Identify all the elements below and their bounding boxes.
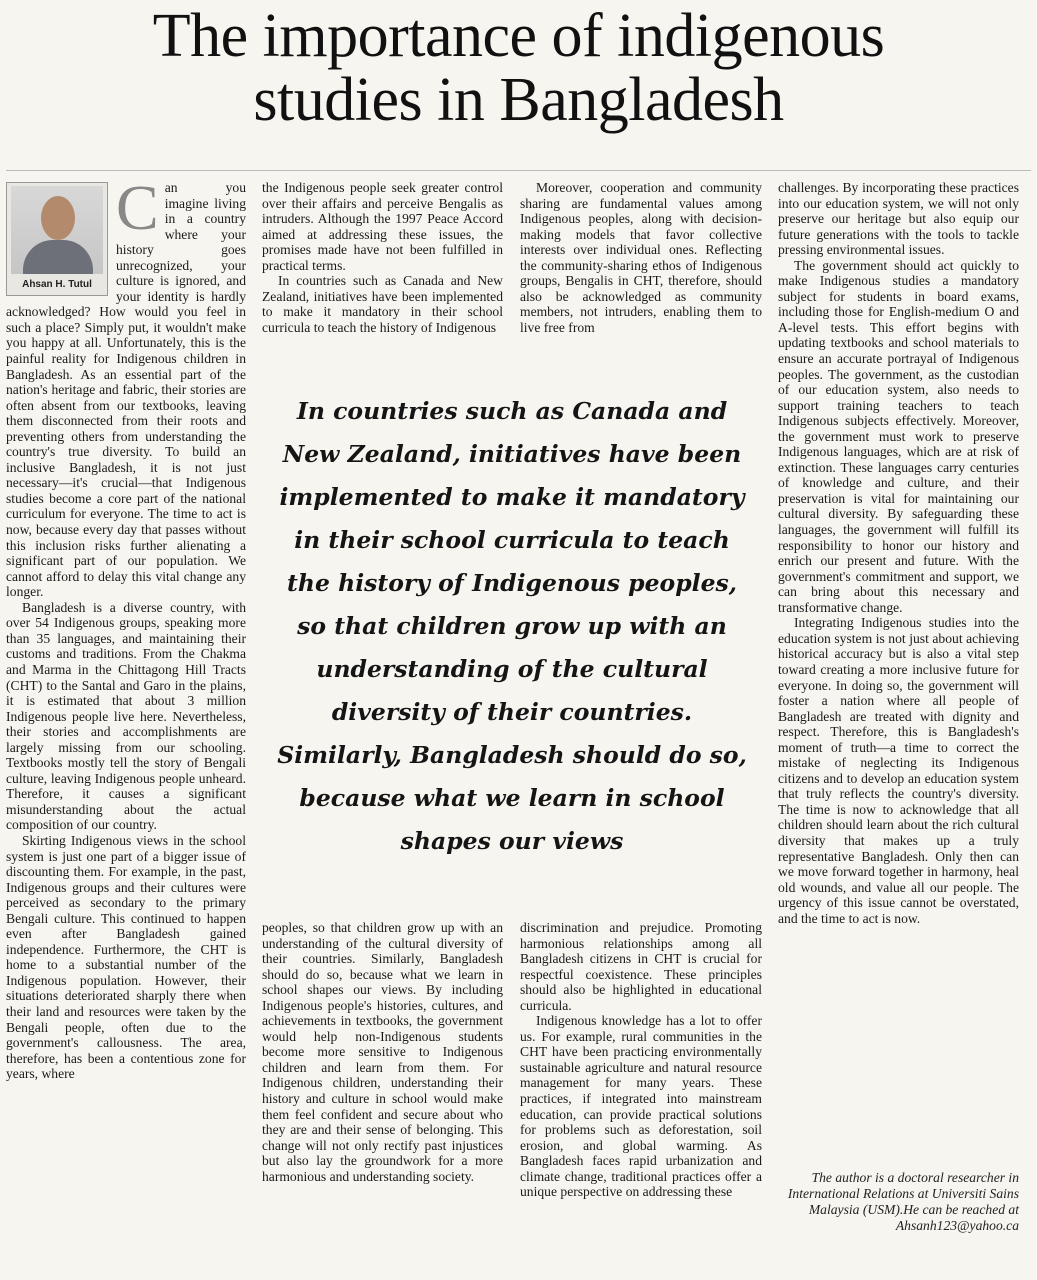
article-headline: [0, 4, 1037, 132]
headline-line-1: The importance of indigenous: [152, 2, 885, 70]
column-4: [778, 180, 1019, 1272]
paragraph: Skirting Indigenous views in the school system is just one part of a bigger issue of discounting them. For example, in the past, Indigenous groups and their cultures were perceived as secondary to the primary Bengali culture. This continued to happen even after Bangladesh gained independence. Furthermore, the CHT is home to a substantial number of the Indigenous population. However, their situations deteriorated sharply there when their land and resources were taken by the Bengali people, often due to the government's callousness. The area, therefore, has been a contentious zone for years, where: [6, 832, 246, 1082]
author-name: Ahsan H. Tutul: [22, 279, 92, 291]
paragraph: discrimination and prejudice. Promoting harmonious relationships among all Bangladesh citizens in CHT is crucial for respectful coexistence. These principles should also be highlighted in educational curricula.: [520, 920, 762, 1013]
column-1: [6, 180, 246, 1272]
column-2-top: [262, 180, 503, 370]
headline-line-2: studies in Bangladesh: [253, 66, 784, 134]
column-3-top: [520, 180, 762, 370]
paragraph: Indigenous knowledge has a lot to offer us. For example, rural communities in the CHT have been practicing environmentally sustainable agriculture and natural resource management for many years. These practices, if integrated into mainstream education, can provide practical solutions for problems such as deforestation, soil erosion, and global warming. As Bangladesh faces rapid urbanization and climate change, traditional practices offer a unique perspective on addressing these: [520, 1013, 762, 1200]
paragraph: In countries such as Canada and New Zealand, initiatives have been implemented to make it mandatory in their school curricula to teach the history of Indigenous: [262, 273, 503, 335]
paragraph: Can you imagine living in a country where your history goes unrecognized, your culture is ignored, and your identity is hardly acknowledged? How would you feel in such a place? Simply put, it wouldn't make you happy at all. Unfortunately, this is the painful reality for Indigenous children in Bangladesh. As an essential part of the nation's heritage and fabric, their stories are often absent from our textbooks, leaving them disconnected from their roots and preventing others from understanding the country's true diversity. To build an inclusive Bangladesh, it is not just necessary—it's crucial—that Indigenous studies become a core part of the national curriculum for everyone. The time to act is now, because every day that passes without this inclusion risks further alienating a significant part of our population. We cannot afford to delay this vital change any longer.: [6, 180, 246, 600]
paragraph: Bangladesh is a diverse country, with over 54 Indigenous groups, speaking more than 35 languages, and maintaining their customs and traditions. From the Chakma and Marma in the Chittagong Hill Tracts (CHT) to the Santal and Garo in the plains, it is estimated that about 3 million Indigenous people live here. Nevertheless, their stories and accomplishments are largely missing from our schooling. Textbooks mostly tell the story of Bengali culture, leaving Indigenous people unheard. Therefore, it causes a significant misunderstanding about the actual composition of our country.: [6, 599, 246, 833]
paragraph: challenges. By incorporating these practices into our education system, we will not only preserve our heritage but also equip our future generations with the tools to tackle pressing environmental issues.: [778, 180, 1019, 258]
author-note: The author is a doctoral researcher in International Relations at Universiti Sains Malaysia (USM).He can be reached at Ahsanh123@yahoo.ca: [787, 1170, 1019, 1233]
column-2-bottom: [262, 920, 503, 1270]
paragraph: Integrating Indigenous studies into the education system is not just about achieving historical accuracy but is also a vital step toward creating a more inclusive future for everyone. In doing so, the government will foster a nation where all people of Bangladesh are treated with dignity and respect. Therefore, this is Bangladesh's moment of truth—a time to correct the mistake of neglecting its Indigenous citizens and to develop an education system that truly reflects the country's diversity. The time is now to acknowledge that all children should learn about the rich cultural diversity that makes up a truly representative Bangladesh. Only then can we move forward together in harmony, heal old wounds, and value all our people. The urgency of this issue cannot be overstated, and the time to act is now.: [778, 615, 1019, 926]
paragraph: Moreover, cooperation and community sharing are fundamental values among Indigenous peoples, along with decision-making models that favor collective interests over individual ones. Reflecting the community-sharing ethos of Indigenous groups, Bengalis in CHT, therefore, should also be acknowledged as community members, not intruders, enabling them to live free from: [520, 180, 762, 335]
author-portrait: [11, 186, 103, 274]
drop-cap: C: [116, 180, 159, 243]
paragraph: The government should act quickly to make Indigenous studies a mandatory subject for students in board exams, including those for English-medium O and A-level tests. This effort begins with updating textbooks and school materials to ensure an accurate portrayal of Indigenous peoples. The government, as the custodian of our education system, also needs to support training teachers to teach Indigenous subjects effectively. Moreover, the government must work to preserve Indigenous languages, which are at risk of extinction. These languages carry centuries of knowledge and culture, and their preservation is vital for maintaining our cultural diversity. By safeguarding these languages, the government will fulfill its responsibility to honor our history and enrich our present and future. With the government's commitment and support, we can bring about this necessary and transformative change.: [778, 257, 1019, 615]
author-photo: [6, 182, 108, 296]
paragraph: peoples, so that children grow up with an understanding of the cultural diversity of their countries. Similarly, Bangladesh should do so, because what we learn in school shapes our views. By including Indigenous people's histories, cultures, and achievements in textbooks, the government would help non-Indigenous students become more sensitive to Indigenous children and learn from them. For Indigenous children, understanding their history and culture in school would make them feel confident and secure about who they are and their sense of belonging. This change will not only rectify past injustices but also lay the groundwork for a more harmonious and understanding society.: [262, 920, 503, 1184]
column-3-bottom: [520, 920, 762, 1270]
headline-divider: [6, 170, 1031, 171]
pull-quote: In countries such as Canada and New Zealand, initiatives have been implemented to make it mandatory in their school curricula to teach the history of Indigenous peoples, so that children grow up with an understanding of the cultural diversity of their countries. Similarly, Bangladesh should do so, because what we learn in school shapes our views: [277, 397, 747, 855]
paragraph: the Indigenous people seek greater control over their affairs and perceive Bengalis as intruders. Although the 1997 Peace Accord aimed at addressing these issues, the promises made have not been fulfilled in practical terms.: [262, 180, 503, 273]
